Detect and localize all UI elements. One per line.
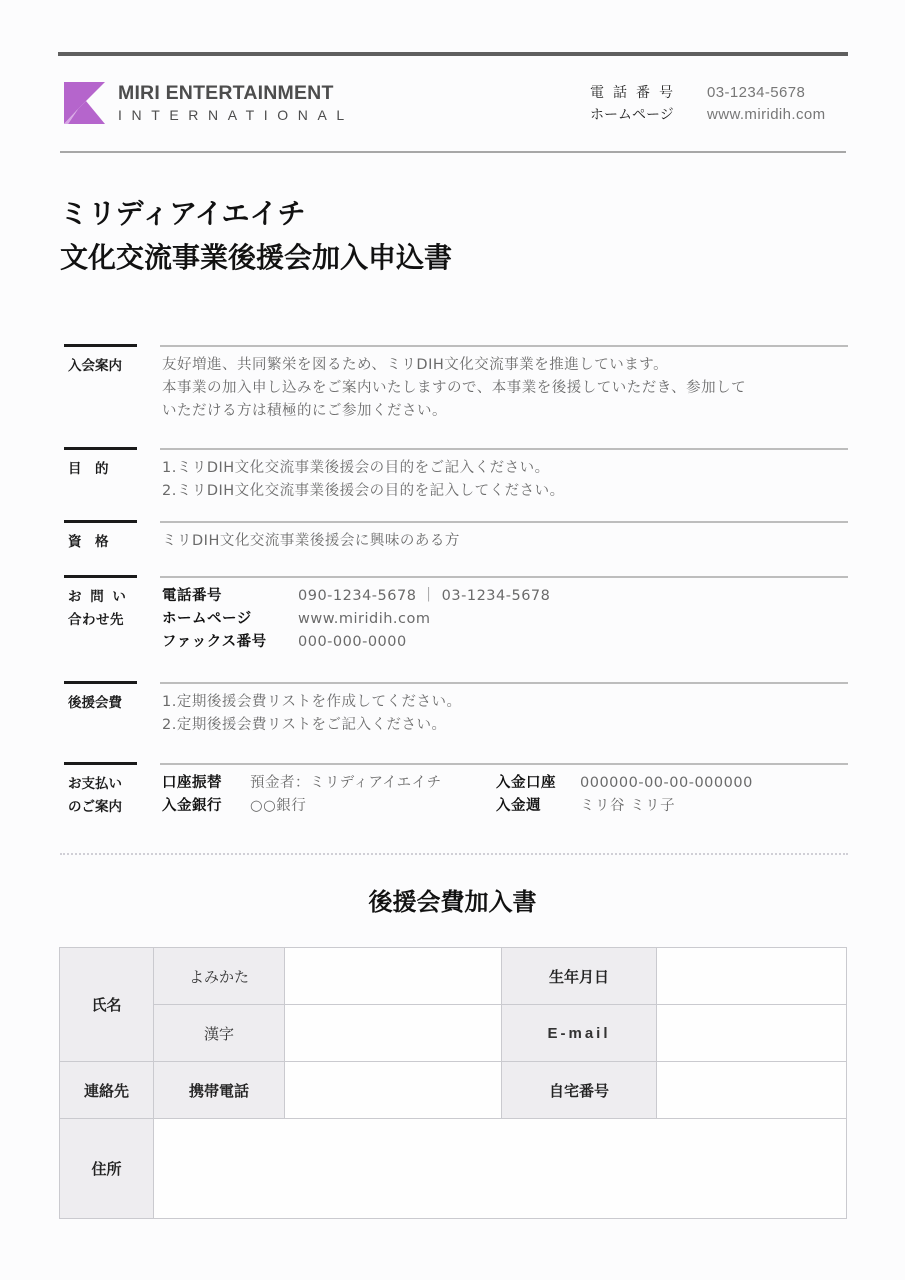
payment-label-line-1: お支払い — [68, 776, 122, 792]
section-label-fee: 後援会費 — [68, 695, 122, 711]
company-logo-icon — [64, 82, 105, 124]
payment-value: 000000-00-00-000000 — [580, 775, 753, 791]
label-home-phone: 自宅番号 — [502, 1062, 657, 1119]
form-row-address — [60, 1119, 847, 1219]
header-website-row — [590, 104, 826, 126]
section-content-rule — [160, 448, 848, 450]
brand-subtitle: INTERNATIONAL — [118, 107, 354, 123]
section-body-inquiry — [162, 585, 852, 654]
section-label-rule — [64, 447, 137, 450]
payment-key: 口座振替 — [162, 775, 222, 791]
payment-key: 入金週 — [496, 798, 541, 814]
section-label-rule — [64, 681, 137, 684]
inquiry-key: ホームページ — [162, 611, 252, 627]
intro-line: 本事業の加入申し込みをご案内いたしますので、本事業を後援していただき、参加して — [162, 380, 747, 396]
form-title: 後援会費加入書 — [368, 888, 537, 916]
application-form-table — [59, 947, 847, 1219]
section-content-rule — [160, 345, 848, 347]
label-name: 氏名 — [60, 948, 154, 1062]
inquiry-row-fax — [162, 631, 852, 654]
payment-right-column — [496, 772, 753, 818]
section-content-rule — [160, 763, 848, 765]
section-content-rule — [160, 576, 848, 578]
mobile-phone-field[interactable] — [285, 1062, 502, 1119]
inquiry-key: ファックス番号 — [162, 634, 267, 650]
section-label-rule — [64, 344, 137, 347]
intro-line: 友好増進、共同繁栄を図るため、ミリDIH文化交流事業を推進しています。 — [162, 357, 669, 373]
section-intro — [64, 344, 848, 444]
kanji-name-field[interactable] — [285, 1005, 502, 1062]
label-kanji: 漢字 — [154, 1005, 285, 1062]
payment-key: 入金銀行 — [162, 798, 222, 814]
form-row-reading — [60, 948, 847, 1005]
section-body-qualification — [162, 530, 852, 553]
email-field[interactable] — [657, 1005, 847, 1062]
label-email: E-mail — [502, 1005, 657, 1062]
inquiry-key: 電話番号 — [162, 588, 222, 604]
fee-line: 2.定期後援会費リストをご記入ください。 — [162, 717, 447, 733]
purpose-line: 2.ミリDIH文化交流事業後援会の目的を記入してください。 — [162, 483, 565, 499]
title-line-1: ミリディアイエイチ — [60, 197, 306, 230]
section-label-rule — [64, 575, 137, 578]
payment-value: ミリ谷 ミリ子 — [580, 798, 676, 814]
birthday-field[interactable] — [657, 948, 847, 1005]
inquiry-value: 000-000-0000 — [298, 634, 407, 650]
fee-line: 1.定期後援会費リストを作成してください。 — [162, 694, 462, 710]
payment-value: ○○銀行 — [250, 798, 307, 814]
section-label-inquiry — [68, 586, 128, 632]
header-phone-label: 電話番号 — [590, 85, 682, 101]
label-address: 住所 — [60, 1119, 154, 1219]
payment-key: 入金口座 — [496, 775, 556, 791]
reading-field[interactable] — [285, 948, 502, 1005]
title-line-2: 文化交流事業後援会加入申込書 — [60, 241, 453, 274]
payment-left-column — [162, 772, 496, 818]
form-row-kanji — [60, 1005, 847, 1062]
payment-row-transfer — [162, 772, 496, 795]
section-label-payment — [68, 773, 122, 819]
payment-row-bank — [162, 795, 496, 818]
payment-label-line-2: のご案内 — [68, 799, 122, 815]
form-row-contact — [60, 1062, 847, 1119]
address-field[interactable] — [154, 1119, 847, 1219]
inquiry-value: 090-1234-5678 ｜ 03-1234-5678 — [298, 588, 551, 604]
home-phone-field[interactable] — [657, 1062, 847, 1119]
section-inquiry — [64, 575, 848, 675]
section-payment — [64, 762, 848, 842]
section-content-rule — [160, 521, 848, 523]
header-contact — [590, 82, 826, 126]
section-label-rule — [64, 520, 137, 523]
qualification-line: ミリDIH文化交流事業後援会に興味のある方 — [162, 533, 460, 549]
section-body-fee — [162, 691, 852, 737]
inquiry-label-line-1: お 問 い — [68, 589, 128, 605]
header-phone-value: 03-1234-5678 — [707, 84, 806, 101]
inquiry-label-line-2: 合わせ先 — [68, 612, 124, 628]
brand-name: MIRI ENTERTAINMENT — [118, 82, 334, 104]
header-divider — [60, 151, 846, 153]
payment-row-holder — [496, 795, 753, 818]
section-label-qualification: 資 格 — [68, 534, 109, 550]
purpose-line: 1.ミリDIH文化交流事業後援会の目的をご記入ください。 — [162, 460, 550, 476]
payment-row-account — [496, 772, 753, 795]
section-label-purpose: 目 的 — [68, 461, 109, 477]
section-body-purpose — [162, 457, 852, 503]
section-body-payment — [162, 772, 852, 818]
brand-block — [118, 82, 354, 124]
header-website-value: www.miridih.com — [707, 106, 826, 123]
section-label-intro: 入会案内 — [68, 358, 122, 374]
section-purpose — [64, 447, 848, 517]
page-title — [60, 192, 452, 280]
label-contact: 連絡先 — [60, 1062, 154, 1119]
cut-line-divider — [60, 853, 848, 855]
inquiry-value: www.miridih.com — [298, 611, 431, 627]
section-label-rule — [64, 762, 137, 765]
header-phone-row — [590, 82, 826, 104]
label-reading: よみかた — [154, 948, 285, 1005]
top-rule — [58, 52, 848, 56]
payment-value: 預金者：ミリディアイエイチ — [250, 775, 442, 791]
section-fee — [64, 681, 848, 761]
section-qualification — [64, 520, 848, 570]
header-website-label: ホームページ — [590, 107, 674, 123]
label-birthday: 生年月日 — [502, 948, 657, 1005]
inquiry-row-website — [162, 608, 852, 631]
section-content-rule — [160, 682, 848, 684]
label-mobile: 携帯電話 — [154, 1062, 285, 1119]
section-body-intro — [162, 354, 852, 423]
inquiry-row-phone — [162, 585, 852, 608]
intro-line: いただける方は積極的にご参加ください。 — [162, 403, 447, 419]
